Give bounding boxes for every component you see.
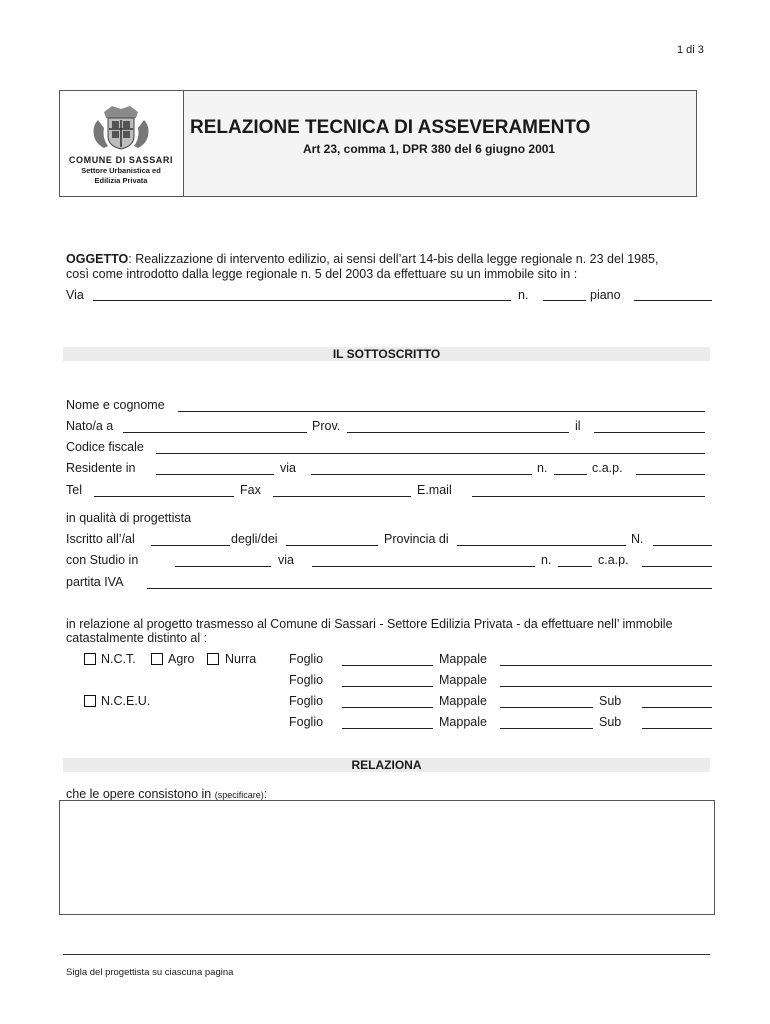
cap-res-label: c.a.p. <box>592 461 623 475</box>
email-label: E.mail <box>417 483 452 497</box>
agro-label: Agro <box>168 652 195 666</box>
tel-field[interactable] <box>94 496 234 497</box>
il-label: il <box>575 419 581 433</box>
mappale-field[interactable] <box>500 686 712 687</box>
foglio-label: Foglio <box>289 673 324 687</box>
coat-of-arms-logo <box>88 104 154 150</box>
cap-res-field[interactable] <box>636 474 705 475</box>
oggetto-label: OGGETTO <box>66 252 129 266</box>
progetto-line2: catastalmente distinto al : <box>66 631 208 645</box>
foglio-label: Foglio <box>289 694 324 708</box>
n-studio-field[interactable] <box>558 566 592 567</box>
footer-rule <box>63 954 710 955</box>
foglio-field[interactable] <box>342 707 433 708</box>
provincia-label: Provincia di <box>384 532 449 546</box>
oggetto-line1 <box>66 252 658 266</box>
mappale-label: Mappale <box>439 652 487 666</box>
n-label: n. <box>518 288 529 302</box>
city-name: COMUNE DI SASSARI <box>68 155 174 165</box>
mappale-label: Mappale <box>439 673 487 687</box>
mappale-field[interactable] <box>500 665 712 666</box>
nato-label: Nato/a a <box>66 419 114 433</box>
tel-label: Tel <box>66 483 82 497</box>
sub-label: Sub <box>599 715 622 729</box>
email-field[interactable] <box>472 496 705 497</box>
oggetto-line2: così come introdotto dalla legge regionale n. 5 del 2003 da effettuare su un immobile sito in : <box>66 267 578 281</box>
foglio-field[interactable] <box>342 665 433 666</box>
foglio-label: Foglio <box>289 715 324 729</box>
cap-studio-label: c.a.p. <box>598 553 629 567</box>
cap-studio-field[interactable] <box>642 566 712 567</box>
prov-field[interactable] <box>347 432 569 433</box>
prov-label: Prov. <box>312 419 341 433</box>
n-res-label: n. <box>537 461 548 475</box>
nct-checkbox[interactable] <box>84 653 96 665</box>
qualita-label: in qualità di progettista <box>66 511 192 525</box>
mappale-field[interactable] <box>500 728 593 729</box>
number-field[interactable] <box>543 300 586 301</box>
section-sottoscritto: IL SOTTOSCRITTO <box>63 347 710 361</box>
residente-label: Residente in <box>66 461 136 475</box>
nome-label: Nome e cognome <box>66 398 165 412</box>
provincia-field[interactable] <box>457 545 626 546</box>
via-studio-label: via <box>278 553 294 567</box>
mappale-label: Mappale <box>439 715 487 729</box>
nome-field[interactable] <box>178 411 705 412</box>
opere-textarea[interactable] <box>59 800 715 915</box>
progetto-line1: in relazione al progetto trasmesso al Comune di Sassari - Settore Edilizia Privata - da effettuare nell’ immobile <box>66 617 673 631</box>
oggetto-text1: : Realizzazione di intervento edilizio, ai sensi dell’art 14-bis della legge regionale n. 23 del 1985, <box>128 252 659 266</box>
office-line1: Settore Urbanistica ed <box>81 166 161 175</box>
piva-label: partita IVA <box>66 575 124 589</box>
sub-field[interactable] <box>642 728 712 729</box>
date-field[interactable] <box>594 432 705 433</box>
opere-line <box>66 787 267 801</box>
residente-field[interactable] <box>156 474 274 475</box>
foglio-label: Foglio <box>289 652 324 666</box>
nceu-checkbox[interactable] <box>84 695 96 707</box>
footer-note: Sigla del progettista su ciascuna pagina <box>66 967 234 978</box>
nurra-checkbox[interactable] <box>207 653 219 665</box>
via-field[interactable] <box>93 300 511 301</box>
document-subtitle: Art 23, comma 1, DPR 380 del 6 giugno 2001 <box>303 142 556 156</box>
document-title: RELAZIONE TECNICA DI ASSEVERAMENTO <box>190 117 591 138</box>
piano-label: piano <box>590 288 621 302</box>
N-label: N. <box>631 532 644 546</box>
n-res-field[interactable] <box>554 474 587 475</box>
nato-field[interactable] <box>123 432 307 433</box>
n-studio-label: n. <box>541 553 552 567</box>
piano-field[interactable] <box>634 300 712 301</box>
page-number: 1 di 3 <box>677 44 704 56</box>
via-res-field[interactable] <box>311 474 532 475</box>
opere-label: che le opere consistono in <box>66 787 212 801</box>
piva-field[interactable] <box>147 588 712 589</box>
studio-field[interactable] <box>175 566 271 567</box>
iscritto-label: Iscritto all’/al <box>66 532 135 546</box>
fax-field[interactable] <box>273 496 411 497</box>
nct-label: N.C.T. <box>101 652 136 666</box>
office-line2: Edilizia Privata <box>94 176 148 185</box>
nceu-label: N.C.E.U. <box>101 694 151 708</box>
opere-colon: : <box>263 787 268 801</box>
foglio-field[interactable] <box>342 686 433 687</box>
cf-label: Codice fiscale <box>66 440 144 454</box>
cf-field[interactable] <box>156 453 705 454</box>
N-field[interactable] <box>653 545 712 546</box>
nurra-label: Nurra <box>225 652 257 666</box>
mappale-label: Mappale <box>439 694 487 708</box>
via-res-label: via <box>280 461 296 475</box>
deglidei-label: degli/dei <box>231 532 278 546</box>
sub-label: Sub <box>599 694 622 708</box>
iscritto-field[interactable] <box>151 545 230 546</box>
deglidei-field[interactable] <box>286 545 378 546</box>
via-label: Via <box>66 288 84 302</box>
mappale-field[interactable] <box>500 707 593 708</box>
studio-label: con Studio in <box>66 553 139 567</box>
opere-hint: (specificare) <box>214 790 264 800</box>
fax-label: Fax <box>240 483 261 497</box>
foglio-field[interactable] <box>342 728 433 729</box>
agro-checkbox[interactable] <box>151 653 163 665</box>
section-relaziona: RELAZIONA <box>63 758 710 772</box>
sub-field[interactable] <box>642 707 712 708</box>
via-studio-field[interactable] <box>312 566 535 567</box>
